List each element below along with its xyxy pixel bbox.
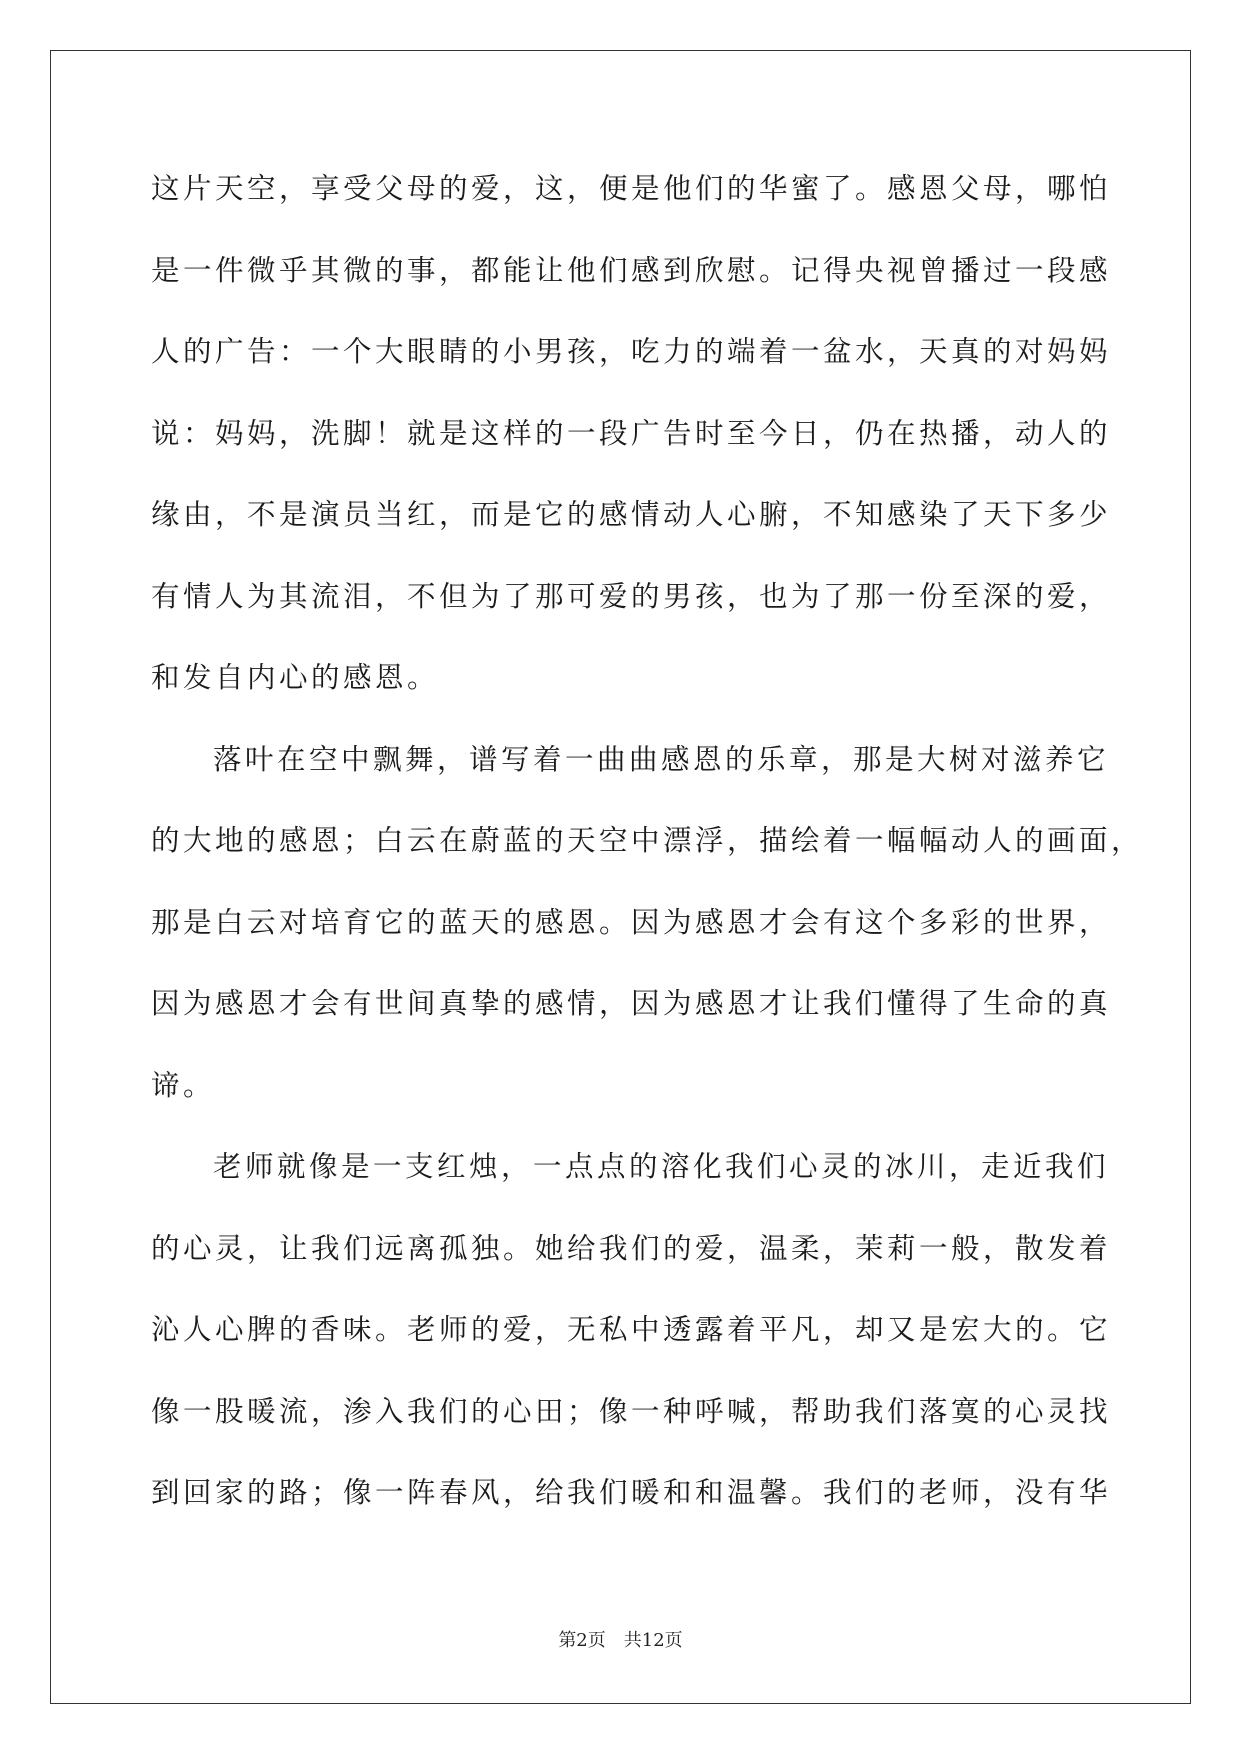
paragraph-start-line: 老师就像是一支红烛，一点点的溶化我们心灵的冰川，走近我们 <box>213 1150 1110 1183</box>
text-line: 有情人为其流泪，不但为了那可爱的男孩，也为了那一份至深的爱， <box>151 579 1112 613</box>
text-line: 缘由，不是演员当红，而是它的感情动人心腑，不知感染了天下多少 <box>151 498 1112 531</box>
text-line: 这片天空，享受父母的爱，这，便是他们的华蜜了。感恩父母，哪怕 <box>151 172 1112 205</box>
text-line: 因为感恩才会有世间真挚的感情，因为感恩才让我们懂得了生命的真 <box>151 987 1112 1020</box>
text-line: 谛。 <box>151 1068 216 1102</box>
text-line: 和发自内心的感恩。 <box>151 661 440 694</box>
page-number-footer: 第2页 共12页 <box>558 1630 683 1651</box>
text-line: 的大地的感恩；白云在蔚蓝的天空中漂浮，描绘着一幅幅动人的画面， <box>151 824 1144 857</box>
text-line: 到回家的路；像一阵春风，给我们暖和和温馨。我们的老师，没有华 <box>151 1476 1112 1509</box>
text-line: 人的广告：一个大眼睛的小男孩，吃力的端着一盆水，天真的对妈妈 <box>151 335 1112 368</box>
text-line: 那是白云对培育它的蓝天的感恩。因为感恩才会有这个多彩的世界， <box>151 905 1112 939</box>
text-line: 沁人心脾的香味。老师的爱，无私中透露着平凡，却又是宏大的。它 <box>151 1313 1112 1346</box>
text-line: 是一件微乎其微的事，都能让他们感到欣慰。记得央视曾播过一段感 <box>151 253 1112 287</box>
text-line: 的心灵，让我们远离孤独。她给我们的爱，温柔，茉莉一般，散发着 <box>151 1231 1112 1265</box>
text-line: 说：妈妈，洗脚！就是这样的一段广告时至今日，仍在热播，动人的 <box>151 416 1112 450</box>
text-line: 像一股暖流，渗入我们的心田；像一种呼喊，帮助我们落寞的心灵找 <box>151 1394 1112 1428</box>
paragraph-start-line: 落叶在空中飘舞，谱写着一曲曲感恩的乐章，那是大树对滋养它 <box>213 742 1110 776</box>
document-body <box>151 164 1144 1550</box>
